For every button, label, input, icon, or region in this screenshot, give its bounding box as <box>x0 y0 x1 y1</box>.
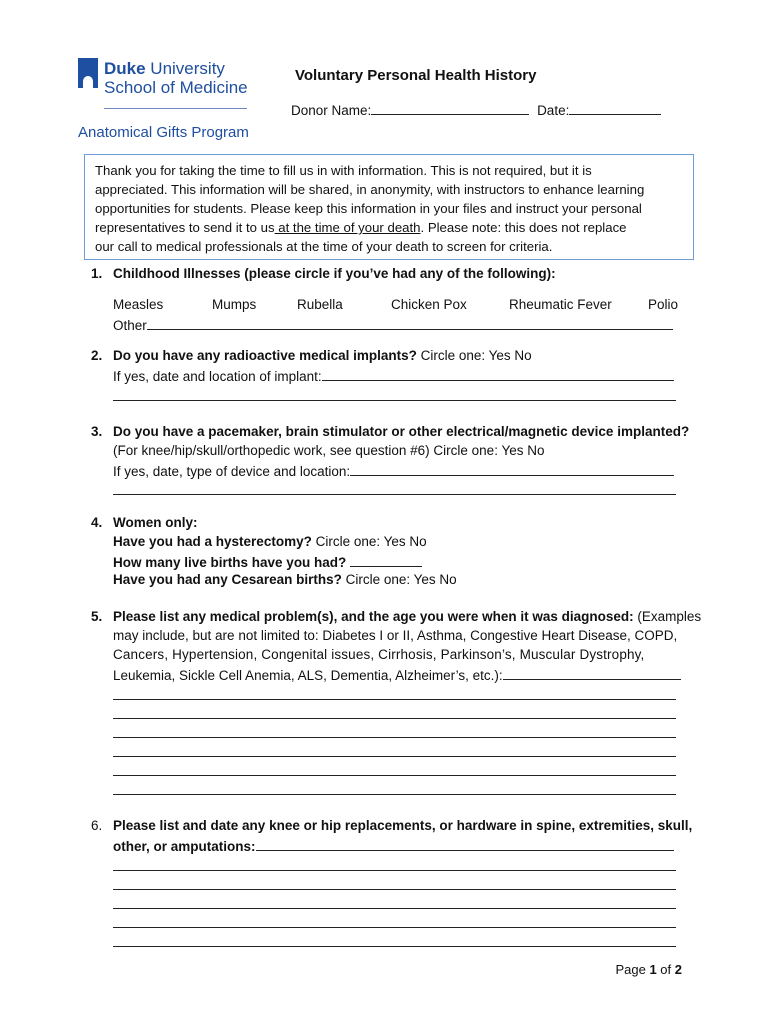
donor-name-field[interactable] <box>371 101 529 115</box>
q3-line2: (For knee/hip/skull/orthopedic work, see question #6) Circle one: Yes No <box>113 443 545 458</box>
option-rubella[interactable]: Rubella <box>297 297 343 312</box>
q1-text: Childhood Illnesses (please circle if you’ve had any of the following): <box>113 266 556 281</box>
answer-line[interactable] <box>113 870 676 871</box>
answer-line[interactable] <box>113 756 676 757</box>
answer-line[interactable] <box>113 699 676 700</box>
q5-number: 5. <box>91 609 103 624</box>
duke-logo-icon <box>78 58 98 88</box>
q2-followup-row <box>113 367 674 384</box>
answer-line[interactable] <box>113 889 676 890</box>
logo-school: School of Medicine <box>104 78 248 97</box>
q3-followup-field[interactable] <box>350 462 674 476</box>
q4-number: 4. <box>91 515 103 530</box>
answer-line[interactable] <box>113 908 676 909</box>
program-name: Anatomical Gifts Program <box>78 124 249 141</box>
answer-line[interactable] <box>113 494 676 495</box>
q6-number: 6. <box>91 818 103 833</box>
page-number: Page 1 of 2 <box>615 962 682 977</box>
q1-number: 1. <box>91 266 103 281</box>
q5-line4: Leukemia, Sickle Cell Anemia, ALS, Dementia, Alzheimer’s, etc.): <box>113 666 681 683</box>
q6-text: Please list and date any knee or hip replacements, or hardware in spine, extremities, skull, <box>113 818 693 833</box>
q4-cesarean: Have you had any Cesarean births? Circle one: Yes No <box>113 572 457 587</box>
donor-name-label: Donor Name: <box>291 103 372 118</box>
q2-followup-label: If yes, date and location of implant: <box>113 369 322 384</box>
q3-followup-row <box>113 462 674 479</box>
q6-answer-field[interactable] <box>256 837 674 851</box>
q3-text: Do you have a pacemaker, brain stimulator or other electrical/magnetic device implanted? <box>113 424 690 439</box>
answer-line[interactable] <box>113 946 676 947</box>
answer-line[interactable] <box>113 400 676 401</box>
q6-line2: other, or amputations: <box>113 837 674 854</box>
logo-divider <box>104 108 247 109</box>
answer-line[interactable] <box>113 927 676 928</box>
intro-line: appreciated. This information will be shared, in anonymity, with instructors to enhance learning <box>95 182 645 197</box>
q3-followup-label: If yes, date, type of device and location: <box>113 464 351 479</box>
q4-live-births: How many live births have you had? <box>113 553 422 570</box>
option-rheumatic-fever[interactable]: Rheumatic Fever <box>509 297 612 312</box>
date-label: Date: <box>537 103 570 118</box>
q2-followup-field[interactable] <box>322 367 674 381</box>
intro-line: Thank you for taking the time to fill us in with information. This is not required, but it is <box>95 163 592 178</box>
option-mumps[interactable]: Mumps <box>212 297 257 312</box>
intro-box <box>84 154 694 260</box>
q5-line3: Cancers, Hypertension, Congenital issues, Cirrhosis, Parkinson’s, Muscular Dystrophy, <box>113 647 645 662</box>
other-label: Other <box>113 318 147 333</box>
answer-line[interactable] <box>113 775 676 776</box>
answer-line[interactable] <box>113 718 676 719</box>
answer-line[interactable] <box>113 794 676 795</box>
live-births-field[interactable] <box>350 553 422 567</box>
q5-question: Please list any medical problem(s), and the age you were when it was diagnosed: (Examples <box>113 609 702 624</box>
intro-line: opportunities for students. Please keep this information in your files and instruct your personal <box>95 201 642 216</box>
option-measles[interactable]: Measles <box>113 297 164 312</box>
q5-line2: may include, but are not limited to: Diabetes I or II, Asthma, Congestive Heart Disease, COPD, <box>113 628 678 643</box>
q4-text: Women only: <box>113 515 198 530</box>
q2-question: Do you have any radioactive medical implants? Circle one: Yes No <box>113 348 532 363</box>
q4-hysterectomy: Have you had a hysterectomy? Circle one: Yes No <box>113 534 427 549</box>
intro-line: our call to medical professionals at the time of your death to screen for criteria. <box>95 239 553 254</box>
q1-other-row <box>113 316 673 333</box>
option-chicken-pox[interactable]: Chicken Pox <box>391 297 467 312</box>
q5-answer-field[interactable] <box>503 666 681 680</box>
other-field[interactable] <box>147 316 673 330</box>
answer-line[interactable] <box>113 737 676 738</box>
donor-name-row <box>291 101 661 118</box>
q3-number: 3. <box>91 424 103 439</box>
option-polio[interactable]: Polio <box>648 297 679 312</box>
page-title: Voluntary Personal Health History <box>295 67 537 84</box>
date-field[interactable] <box>569 101 661 115</box>
q2-number: 2. <box>91 348 103 363</box>
intro-line: representatives to send it to us at the time of your death. Please note: this does not replace <box>95 220 627 235</box>
logo-university: Duke University <box>104 59 225 78</box>
